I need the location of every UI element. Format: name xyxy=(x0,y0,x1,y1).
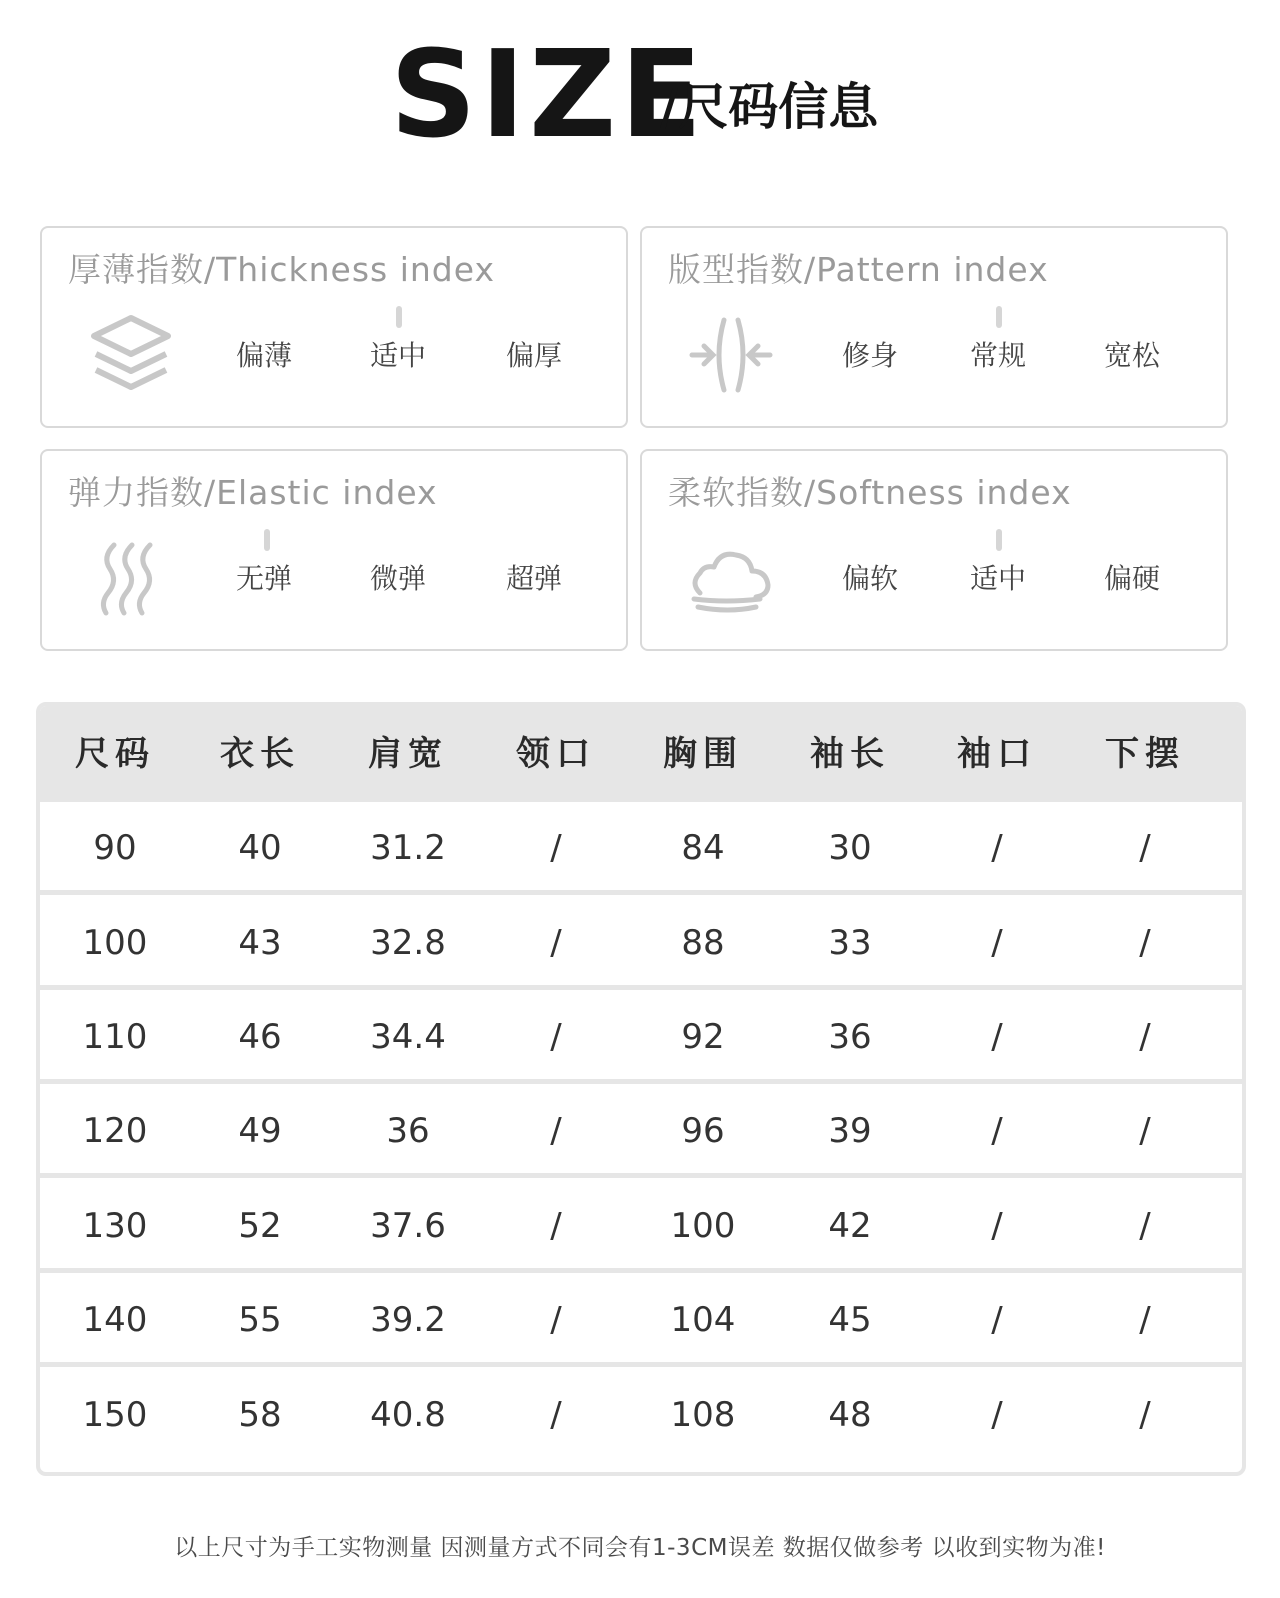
cell-chest: 100 xyxy=(670,1206,736,1246)
pattern-level-marker xyxy=(996,306,1002,328)
cell-neckline: / xyxy=(550,1206,562,1246)
card-title: 柔软指数/Softness index xyxy=(668,473,1072,512)
cell-cuff: / xyxy=(991,1111,1003,1151)
col-cuff: 袖口 xyxy=(957,734,1037,774)
cell-hem: / xyxy=(1139,1017,1151,1057)
cell-cuff: / xyxy=(991,1395,1003,1435)
pattern-option-loose: 宽松 xyxy=(1104,339,1161,372)
table-row xyxy=(40,1369,1242,1462)
cell-shoulder: 31.2 xyxy=(370,828,446,868)
card-title: 厚薄指数/Thickness index xyxy=(68,250,495,289)
page-header xyxy=(0,0,1280,180)
softness-option-soft: 偏软 xyxy=(842,562,899,595)
cell-hem: / xyxy=(1139,828,1151,868)
table-row xyxy=(40,897,1242,990)
cell-size: 100 xyxy=(82,923,148,963)
softness-option-medium: 适中 xyxy=(970,562,1027,595)
cloud-icon xyxy=(686,533,776,623)
cell-cuff: / xyxy=(991,923,1003,963)
measurement-note: 以上尺寸为手工实物测量 因测量方式不同会有1-3CM误差 数据仅做参考 以收到实物为准! xyxy=(174,1535,1106,1561)
cell-size: 110 xyxy=(82,1017,148,1057)
elastic-level-marker xyxy=(264,529,270,551)
cell-sleeve-length: 33 xyxy=(828,923,872,963)
thickness-option-medium: 适中 xyxy=(370,339,427,372)
table-row xyxy=(40,1180,1242,1273)
softness-index-card xyxy=(640,449,1228,651)
cell-chest: 84 xyxy=(681,828,725,868)
cell-neckline: / xyxy=(550,923,562,963)
cell-chest: 108 xyxy=(670,1395,736,1435)
cell-length: 49 xyxy=(238,1111,282,1151)
softness-option-hard: 偏硬 xyxy=(1104,562,1161,595)
cell-shoulder: 36 xyxy=(386,1111,430,1151)
cell-hem: / xyxy=(1139,1300,1151,1340)
cell-shoulder: 39.2 xyxy=(370,1300,446,1340)
cell-chest: 92 xyxy=(681,1017,725,1057)
card-title: 弹力指数/Elastic index xyxy=(68,473,438,512)
pattern-option-slim: 修身 xyxy=(842,339,899,372)
elastic-option-slight: 微弹 xyxy=(370,562,427,595)
col-hem: 下摆 xyxy=(1105,734,1185,774)
table-header xyxy=(40,706,1242,802)
cell-length: 46 xyxy=(238,1017,282,1057)
cell-sleeve-length: 45 xyxy=(828,1300,872,1340)
table-row xyxy=(40,1274,1242,1367)
cell-chest: 88 xyxy=(681,923,725,963)
cell-hem: / xyxy=(1139,1206,1151,1246)
table-row xyxy=(40,1085,1242,1178)
size-table xyxy=(36,702,1246,1476)
card-title: 版型指数/Pattern index xyxy=(668,250,1049,289)
pattern-index-card xyxy=(640,226,1228,428)
thickness-level-marker xyxy=(396,306,402,328)
thickness-option-thin: 偏薄 xyxy=(236,339,293,372)
cell-neckline: / xyxy=(550,1300,562,1340)
cell-cuff: / xyxy=(991,1017,1003,1057)
cell-cuff: / xyxy=(991,1300,1003,1340)
table-row xyxy=(40,802,1242,895)
elastic-option-high: 超弹 xyxy=(506,562,563,595)
cell-sleeve-length: 42 xyxy=(828,1206,872,1246)
cell-size: 120 xyxy=(82,1111,148,1151)
cell-shoulder: 34.4 xyxy=(370,1017,446,1057)
col-chest: 胸围 xyxy=(663,734,743,774)
cell-sleeve-length: 48 xyxy=(828,1395,872,1435)
thickness-index-card xyxy=(40,226,628,428)
cell-hem: / xyxy=(1139,923,1151,963)
cell-cuff: / xyxy=(991,1206,1003,1246)
cell-hem: / xyxy=(1139,1395,1151,1435)
cell-shoulder: 37.6 xyxy=(370,1206,446,1246)
size-subtitle: /尺码信息 xyxy=(660,78,879,136)
thickness-option-thick: 偏厚 xyxy=(506,339,563,372)
waves-icon xyxy=(86,533,176,623)
cell-shoulder: 40.8 xyxy=(370,1395,446,1435)
cell-neckline: / xyxy=(550,1395,562,1435)
col-size: 尺码 xyxy=(75,734,155,774)
layers-icon xyxy=(86,310,176,400)
cell-shoulder: 32.8 xyxy=(370,923,446,963)
pattern-option-regular: 常规 xyxy=(970,339,1027,372)
cell-cuff: / xyxy=(991,828,1003,868)
cell-length: 40 xyxy=(238,828,282,868)
cell-neckline: / xyxy=(550,828,562,868)
softness-level-marker xyxy=(996,529,1002,551)
cell-chest: 104 xyxy=(670,1300,736,1340)
cell-neckline: / xyxy=(550,1111,562,1151)
cell-length: 58 xyxy=(238,1395,282,1435)
cell-length: 55 xyxy=(238,1300,282,1340)
col-length: 衣长 xyxy=(220,734,300,774)
col-shoulder: 肩宽 xyxy=(368,734,448,774)
size-title: SIZE xyxy=(390,26,707,165)
cell-size: 130 xyxy=(82,1206,148,1246)
cell-length: 43 xyxy=(238,923,282,963)
cell-hem: / xyxy=(1139,1111,1151,1151)
col-neckline: 领口 xyxy=(516,734,596,774)
cell-sleeve-length: 30 xyxy=(828,828,872,868)
cell-sleeve-length: 36 xyxy=(828,1017,872,1057)
elastic-option-none: 无弹 xyxy=(236,562,293,595)
col-sleeve-length: 袖长 xyxy=(810,734,890,774)
cell-size: 140 xyxy=(82,1300,148,1340)
table-row xyxy=(40,991,1242,1084)
cell-chest: 96 xyxy=(681,1111,725,1151)
cell-size: 90 xyxy=(93,828,137,868)
cell-sleeve-length: 39 xyxy=(828,1111,872,1151)
cell-size: 150 xyxy=(82,1395,148,1435)
elastic-index-card xyxy=(40,449,628,651)
arrows-in-icon xyxy=(686,310,776,400)
cell-length: 52 xyxy=(238,1206,282,1246)
cell-neckline: / xyxy=(550,1017,562,1057)
